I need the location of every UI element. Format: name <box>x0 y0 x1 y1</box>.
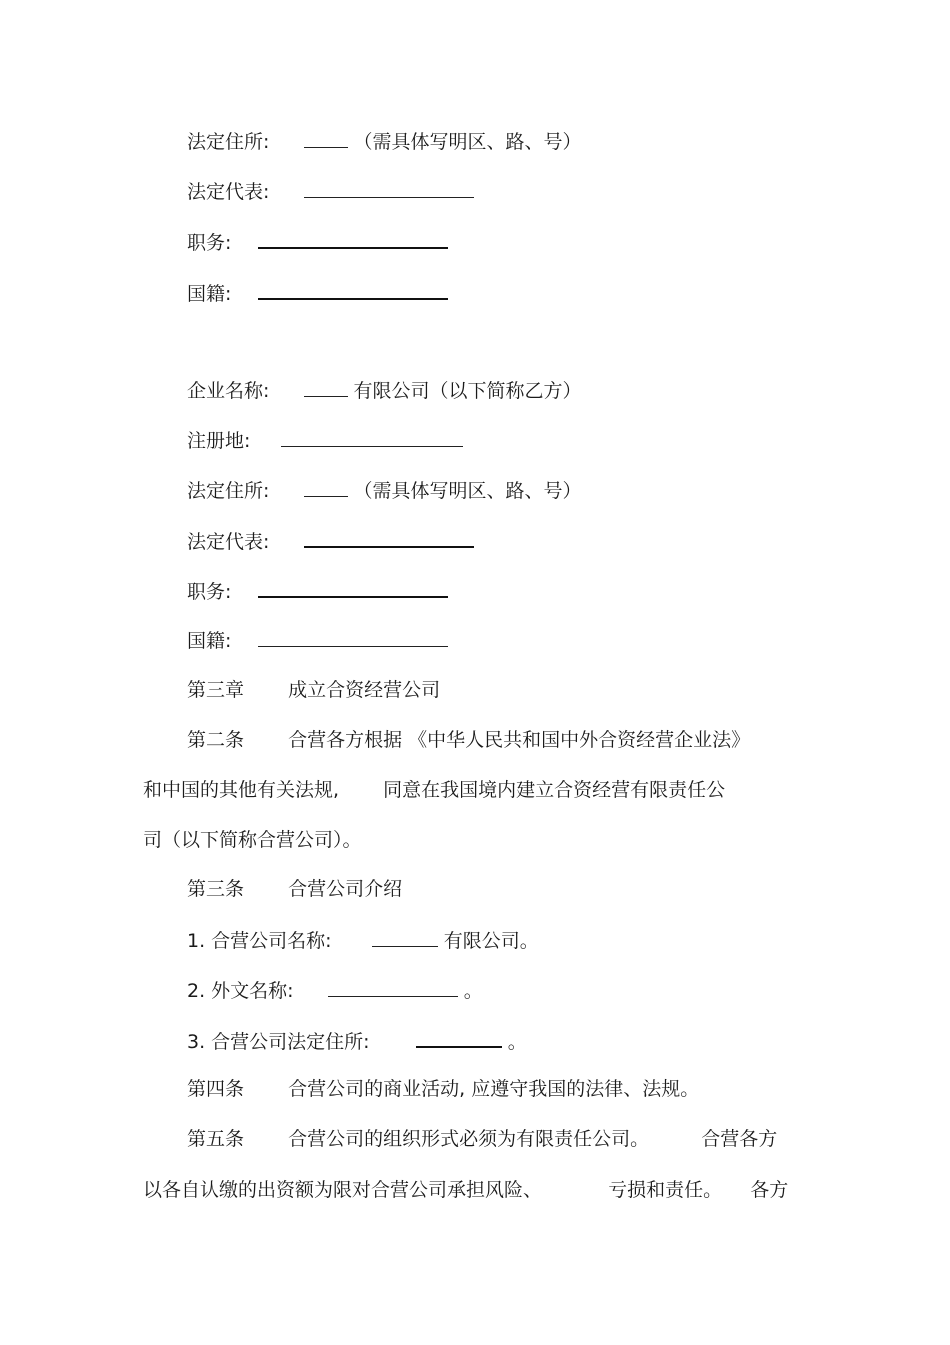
item3-suffix: 。 <box>507 1031 527 1053</box>
partyB-nationality-blank <box>258 628 448 647</box>
article3-item-3 <box>187 1028 527 1054</box>
chapter-heading <box>187 678 440 702</box>
chapter-number: 第三章 <box>187 679 245 701</box>
partyB-nationality-row <box>187 628 448 653</box>
partyB-rep-blank <box>304 528 474 548</box>
partyB-reg-row <box>187 428 463 453</box>
article5-text-1b: 合营各方 <box>701 1128 778 1150</box>
article5-text-1a: 合营公司的组织形式必须为有限责任公司。 <box>288 1128 650 1150</box>
partyA-position-blank <box>258 229 448 249</box>
partyA-rep-row <box>187 179 474 204</box>
article3-heading <box>187 877 402 901</box>
partyA-address-note: （需具体写明区、路、号） <box>353 131 582 153</box>
partyB-company-label: 企业名称: <box>187 380 270 402</box>
partyB-company-value: 有限公司（以下简称乙方） <box>353 380 582 402</box>
partyA-nationality-blank <box>258 280 448 300</box>
partyB-address-label: 法定住所: <box>187 480 270 502</box>
partyB-position-row <box>187 578 448 604</box>
article5-text-2a: 以各自认缴的出资额为限对合营公司承担风险、 <box>143 1179 543 1201</box>
article5-line2 <box>143 1178 788 1202</box>
article2-text-1: 合营各方根据 《中华人民共和国中外合资经营企业法》 <box>288 729 751 751</box>
partyA-nationality-row <box>187 280 448 306</box>
partyB-company-row <box>187 378 582 403</box>
partyB-rep-label: 法定代表: <box>187 531 270 553</box>
partyA-address-blank <box>304 129 348 148</box>
item1-blank <box>372 928 438 947</box>
partyB-address-note: （需具体写明区、路、号） <box>353 480 582 502</box>
partyA-nationality-label: 国籍: <box>187 283 232 305</box>
article2-text-2a: 和中国的其他有关法规, <box>143 779 340 801</box>
partyB-address-row <box>187 478 582 503</box>
partyB-reg-blank <box>281 428 463 447</box>
partyA-address-row <box>187 129 582 154</box>
article5-line1 <box>187 1127 777 1151</box>
partyA-position-label: 职务: <box>187 232 232 254</box>
item2-label: 2. 外文名称: <box>187 980 294 1002</box>
item3-label: 3. 合营公司法定住所: <box>187 1031 370 1053</box>
article2-text-2b: 同意在我国境内建立合资经营有限责任公 <box>383 779 726 801</box>
article2-line3 <box>143 828 362 852</box>
partyB-position-blank <box>258 578 448 598</box>
article4-number: 第四条 <box>187 1078 245 1100</box>
partyB-address-blank <box>304 478 348 497</box>
item2-suffix: 。 <box>463 980 483 1002</box>
partyA-rep-blank <box>304 179 474 198</box>
item3-blank <box>416 1028 502 1048</box>
partyA-rep-label: 法定代表: <box>187 181 270 203</box>
article4-text: 合营公司的商业活动, 应遵守我国的法律、法规。 <box>288 1078 700 1100</box>
article5-text-2b: 亏损和责任。 <box>608 1179 723 1201</box>
item1-label: 1. 合营公司名称: <box>187 930 332 952</box>
partyB-position-label: 职务: <box>187 581 232 603</box>
partyA-address-label: 法定住所: <box>187 131 270 153</box>
partyB-rep-row <box>187 528 474 554</box>
partyB-reg-label: 注册地: <box>187 430 251 452</box>
article5-text-2c: 各方 <box>750 1179 789 1201</box>
item1-suffix: 有限公司。 <box>443 930 539 952</box>
article3-number: 第三条 <box>187 878 245 900</box>
article3-item-1 <box>187 928 539 953</box>
article4 <box>187 1077 699 1101</box>
article5-number: 第五条 <box>187 1128 245 1150</box>
partyB-company-blank <box>304 378 348 397</box>
article2-line2 <box>143 778 725 802</box>
article3-item-2 <box>187 978 483 1003</box>
article2-text-3: 司（以下简称合营公司）。 <box>143 829 362 851</box>
article2-line1 <box>187 728 750 752</box>
article2-number: 第二条 <box>187 729 245 751</box>
partyB-nationality-label: 国籍: <box>187 630 232 652</box>
partyA-position-row <box>187 229 448 255</box>
item2-blank <box>328 978 458 997</box>
chapter-title: 成立合资经营公司 <box>288 679 441 701</box>
article3-title: 合营公司介绍 <box>288 878 403 900</box>
